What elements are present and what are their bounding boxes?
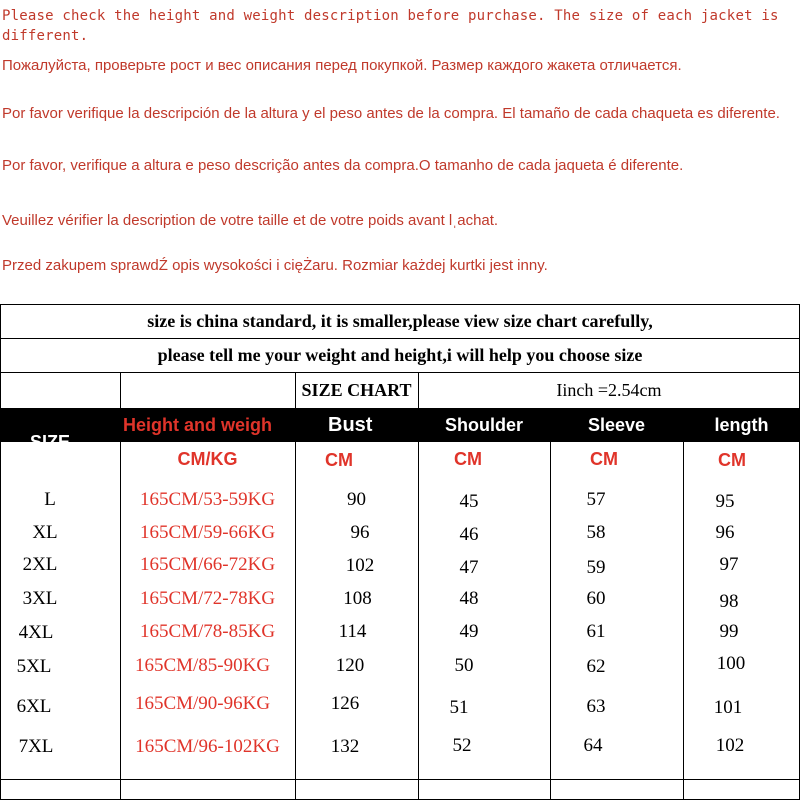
shoulder-cell: 49 — [459, 620, 479, 642]
unit-shoulder: CM — [454, 448, 482, 469]
shoulder-cell: 46 — [459, 524, 479, 545]
size-cell: XL — [32, 521, 58, 543]
table-row — [0, 581, 800, 616]
height-weight-cell: 165CM/96-102KG — [135, 736, 280, 757]
length-cell: 96 — [715, 521, 735, 543]
length-cell: 101 — [713, 697, 743, 718]
inch-conversion-note: Iinch =2.54cm — [556, 379, 662, 400]
shoulder-cell: 51 — [449, 697, 469, 718]
length-cell: 102 — [715, 735, 745, 756]
unit-length: CM — [718, 449, 746, 470]
banner-line-2: please tell me your weight and height,i will help you choose size — [157, 344, 643, 365]
bust-cell: 114 — [338, 620, 367, 642]
notice-spanish: Por favor verifique la descripción de la altura y el peso antes de la compra. El tamaño de cada chaqueta es diferente. — [2, 105, 780, 122]
banner-line-1: size is china standard, it is smaller,please view size chart carefully, — [147, 310, 653, 331]
length-cell: 95 — [715, 491, 735, 512]
shoulder-cell: 45 — [459, 491, 479, 512]
bust-cell: 126 — [330, 692, 360, 714]
shoulder-cell: 50 — [454, 654, 474, 676]
height-weight-cell: 165CM/72-78KG — [139, 587, 276, 609]
notice-french: Veuillez vérifier la description de votre taille et de votre poids avant lˌachat. — [2, 212, 499, 229]
table-row — [0, 686, 800, 721]
height-weight-cell: 165CM/66-72KG — [139, 553, 276, 575]
sleeve-cell: 61 — [586, 620, 606, 642]
header-size-label: SIZE — [29, 431, 70, 452]
unit-bust: CM — [325, 449, 353, 470]
table-row — [0, 482, 800, 517]
size-cell: 7XL — [18, 736, 54, 757]
bust-cell: 102 — [345, 555, 375, 576]
table-row — [0, 515, 800, 550]
shoulder-cell: 52 — [452, 735, 472, 756]
size-cell: 4XL — [18, 622, 54, 643]
header-shoulder: Shoulder — [444, 414, 523, 435]
header-size — [0, 408, 120, 476]
bust-cell: 120 — [335, 654, 365, 676]
sleeve-cell: 64 — [583, 735, 603, 756]
size-cell: 2XL — [22, 553, 58, 575]
sleeve-cell: 63 — [586, 696, 606, 717]
bust-cell: 96 — [350, 521, 370, 543]
size-cell: L — [44, 488, 56, 510]
length-cell: 99 — [719, 620, 739, 642]
height-weight-cell: 165CM/78-85KG — [139, 620, 276, 642]
length-cell: 98 — [719, 591, 739, 612]
bust-cell: 108 — [343, 587, 372, 609]
table-row — [0, 648, 800, 683]
unit-height-weight: CM/KG — [177, 448, 238, 469]
table-row — [0, 726, 800, 761]
header-height-weight: Height and weigh — [123, 414, 273, 435]
length-cell: 97 — [719, 553, 739, 575]
length-cell: 100 — [716, 653, 746, 674]
height-weight-cell: 165CM/90-96KG — [134, 692, 271, 714]
header-bust: Bust — [328, 413, 373, 436]
notice-english: Please check the height and weight description before purchase. The size of each jacket is different. — [2, 8, 788, 44]
bust-cell: 132 — [330, 736, 360, 757]
height-weight-cell: 165CM/85-90KG — [134, 654, 271, 676]
sleeve-cell: 59 — [586, 557, 606, 578]
sleeve-cell: 58 — [586, 521, 606, 543]
header-sleeve: Sleeve — [587, 414, 646, 435]
notice-russian: Пожалуйста, проверьте рост и вес описания перед покупкой. Размер каждого жакета отличается. — [2, 57, 682, 74]
shoulder-cell: 48 — [459, 587, 479, 609]
header-length: length — [714, 414, 769, 435]
size-cell: 6XL — [16, 696, 52, 717]
notice-polish: Przed zakupem sprawdŹ opis wysokości i cięŻaru. Rozmiar każdej kurtki jest inny. — [2, 257, 548, 274]
notice-portuguese: Por favor, verifique a altura e peso descrição antes da compra.O tamanho de cada jaqueta é diferente. — [2, 157, 684, 174]
size-chart-table — [0, 304, 800, 800]
bust-cell: 90 — [347, 488, 366, 510]
table-row — [0, 547, 800, 582]
height-weight-cell: 165CM/53-59KG — [139, 488, 276, 510]
sleeve-cell: 60 — [586, 587, 606, 609]
shoulder-cell: 47 — [459, 557, 479, 578]
table-row — [0, 614, 800, 649]
size-cell: 3XL — [22, 587, 58, 609]
sleeve-cell: 62 — [586, 656, 606, 677]
size-chart-label: SIZE CHART — [301, 379, 412, 400]
height-weight-cell: 165CM/59-66KG — [139, 521, 276, 543]
size-cell: 5XL — [16, 656, 52, 677]
unit-sleeve: CM — [590, 448, 618, 469]
sleeve-cell: 57 — [586, 488, 606, 510]
